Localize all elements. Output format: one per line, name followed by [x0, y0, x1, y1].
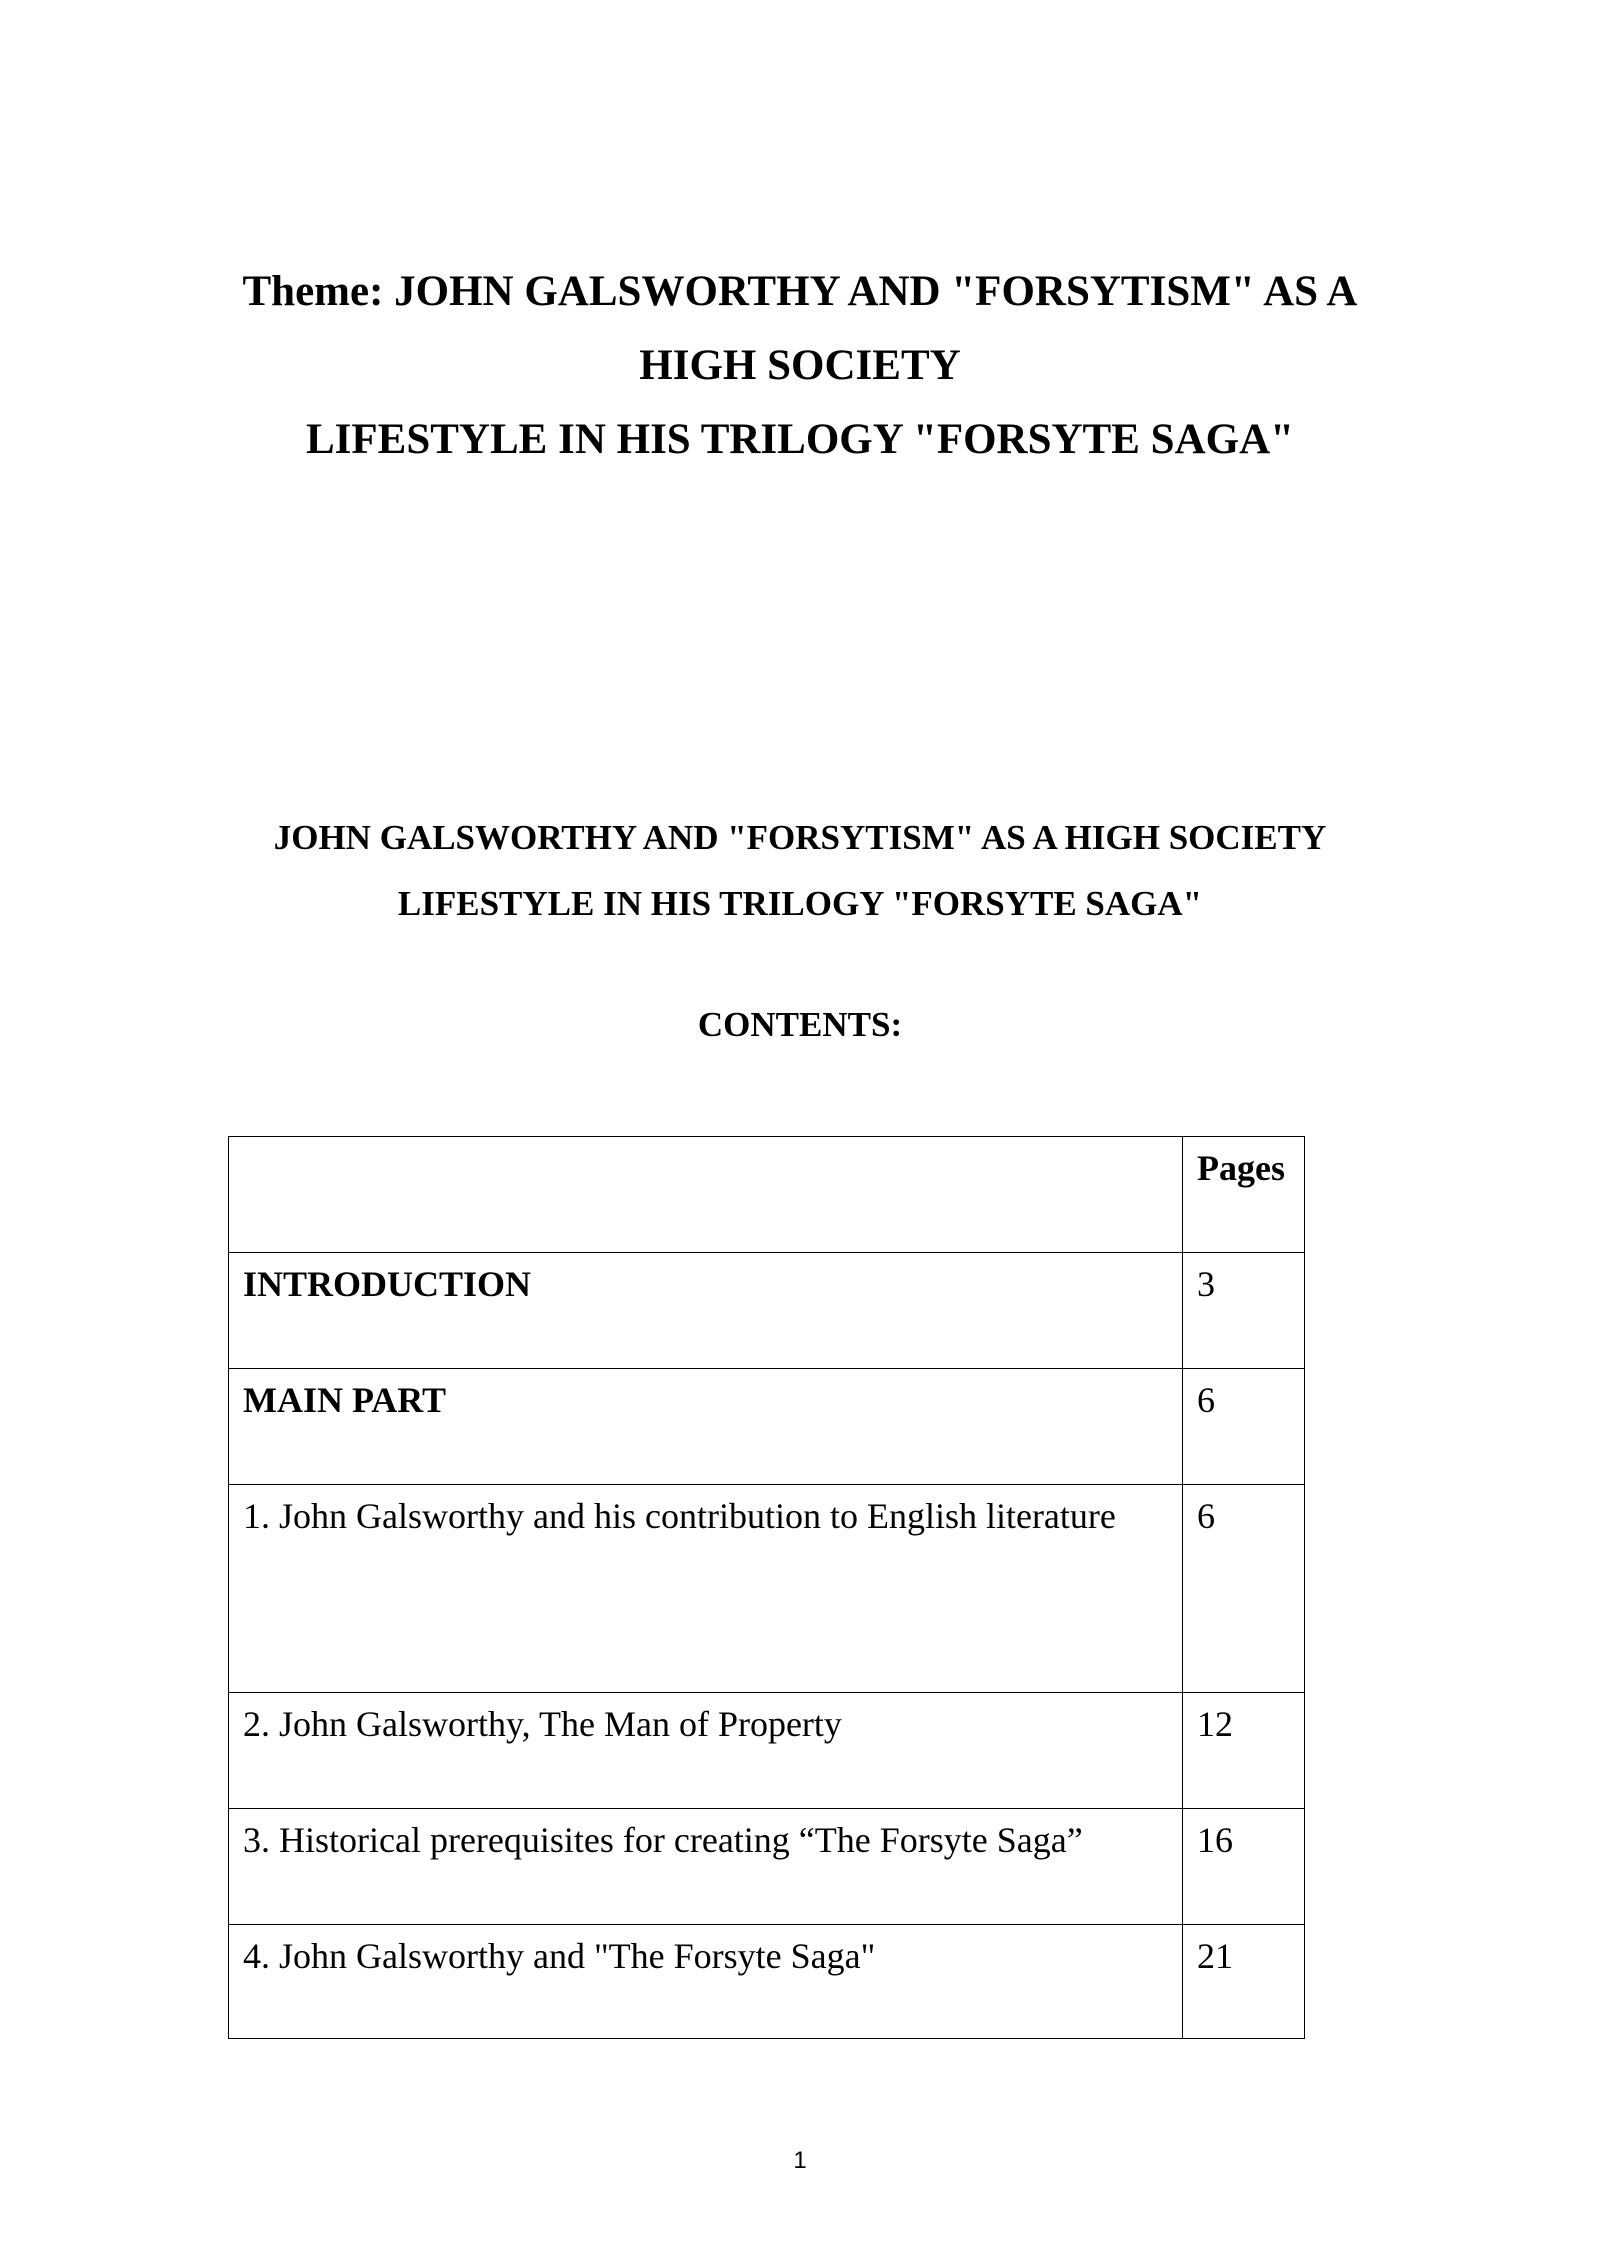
page-number: 1	[793, 2147, 807, 2174]
toc-entry-title: MAIN PART	[229, 1369, 1183, 1485]
subtitle-line: JOHN GALSWORTHY AND "FORSYTISM" AS A HIGH SOCIETY	[273, 818, 1327, 857]
theme-title-line: HIGH SOCIETY	[639, 342, 961, 389]
table-row	[229, 1485, 1305, 1693]
toc-entry-page: 12	[1183, 1693, 1305, 1809]
toc-entry-page: 6	[1183, 1485, 1305, 1693]
toc-entry-title: 1. John Galsworthy and his contribution to English literature	[229, 1485, 1183, 1693]
toc-entry-title: INTRODUCTION	[229, 1253, 1183, 1369]
table-row	[229, 1253, 1305, 1369]
toc-entry-title: 2. John Galsworthy, The Man of Property	[229, 1693, 1183, 1809]
table-row	[229, 1925, 1305, 2039]
table-header-row	[229, 1137, 1305, 1253]
table-row	[229, 1369, 1305, 1485]
toc-entry-title: 3. Historical prerequisites for creating “The Forsyte Saga”	[229, 1809, 1183, 1925]
document-subtitle	[200, 805, 1400, 937]
toc-entry-page: 16	[1183, 1809, 1305, 1925]
contents-table	[228, 1136, 1305, 2039]
header-pages-cell: Pages	[1183, 1137, 1305, 1253]
subtitle-line: LIFESTYLE IN HIS TRILOGY "FORSYTE SAGA"	[397, 884, 1203, 923]
toc-entry-page: 6	[1183, 1369, 1305, 1485]
toc-entry-title: 4. John Galsworthy and "The Forsyte Saga"	[229, 1925, 1183, 2039]
toc-entry-page: 3	[1183, 1253, 1305, 1369]
theme-title-line: LIFESTYLE IN HIS TRILOGY "FORSYTE SAGA"	[305, 416, 1295, 463]
theme-title	[200, 255, 1400, 477]
toc-entry-page: 21	[1183, 1925, 1305, 2039]
theme-title-line: Theme: JOHN GALSWORTHY AND "FORSYTISM" AS A	[242, 268, 1358, 315]
header-title-cell	[229, 1137, 1183, 1253]
table-row	[229, 1693, 1305, 1809]
contents-heading: CONTENTS:	[697, 1005, 903, 1044]
table-row	[229, 1809, 1305, 1925]
